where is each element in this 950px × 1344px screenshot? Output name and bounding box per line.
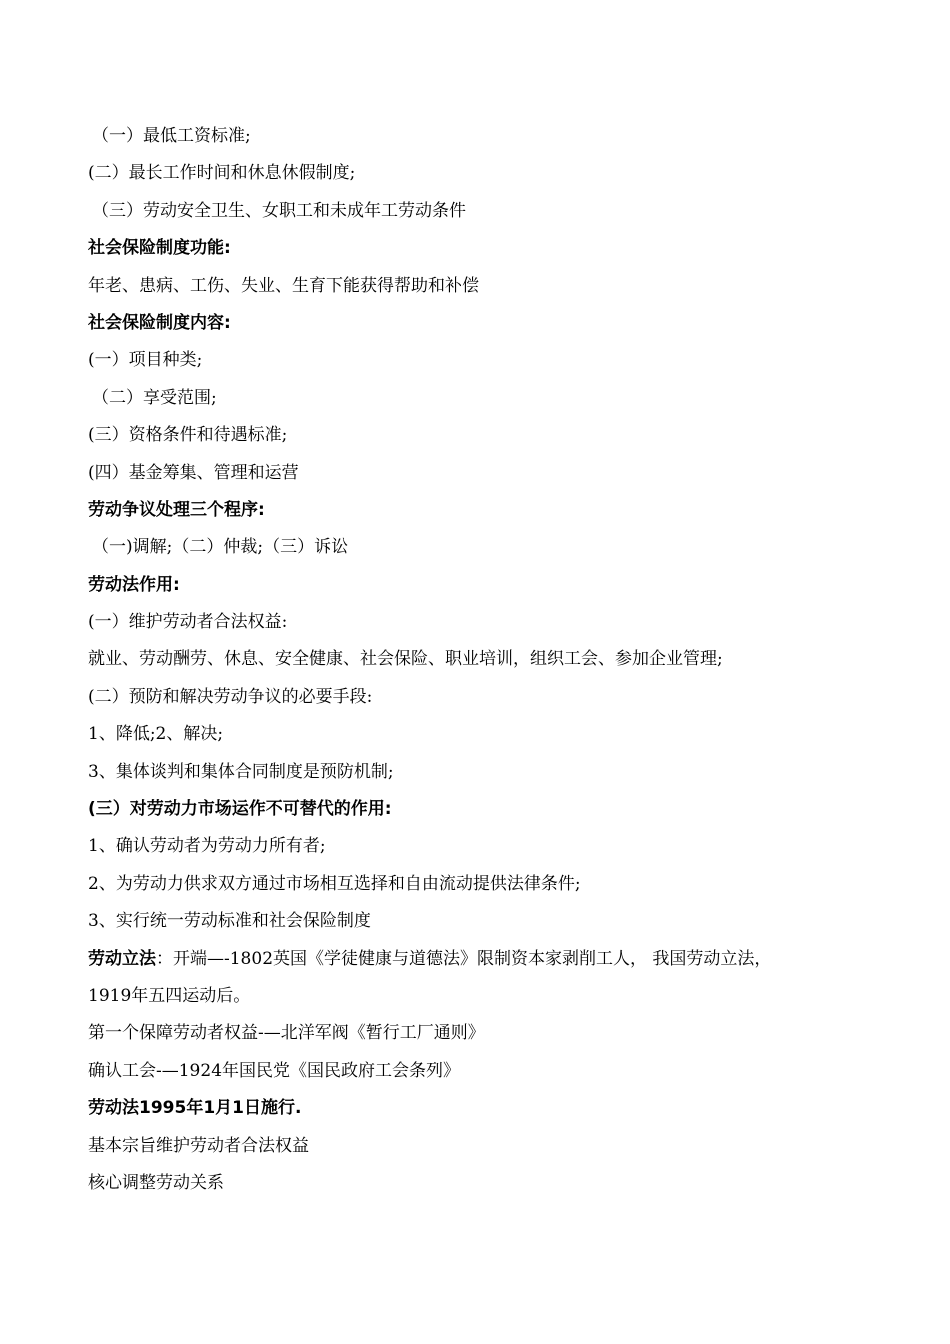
role-item-market-1: 1、确认劳动者为劳动力所有者; [88, 836, 326, 857]
content-item-conditions: (三）资格条件和待遇标准; [88, 425, 288, 446]
min-wage-item: （一）最低工资标准; [92, 126, 251, 146]
first-protection-law: 第一个保障劳动者权益-—北洋军阀《暂行工厂通则》 [88, 1023, 485, 1044]
legislation-paragraph-cont: 1919年五四运动后。 [88, 985, 251, 1006]
social-insurance-function-heading: 社会保险制度功能: [88, 238, 231, 259]
role-item-prevent-1: 1、降低;2、解决; [88, 724, 224, 745]
dispute-procedure-heading: 劳动争议处理三个程序: [88, 499, 265, 520]
legislation-paragraph [88, 941, 888, 978]
labor-law-effective-date: 劳动法1995年1月1日施行. [88, 1098, 302, 1119]
content-item-fund: (四）基金筹集、管理和运营 [88, 462, 299, 483]
safety-item: （三）劳动安全卫生、女职工和未成年工劳动条件 [92, 200, 466, 221]
role-item-market-2: 2、为劳动力供求双方通过市场相互选择和自由流动提供法律条件; [88, 873, 581, 894]
role-item-protect-detail: 就业、劳动酬劳、休息、安全健康、社会保险、职业培训，组织工会、参加企业管理; [88, 649, 723, 670]
social-insurance-function-text: 年老、患病、工伤、失业、生育下能获得帮助和补偿 [88, 275, 479, 296]
content-item-types: (一）项目种类; [88, 350, 203, 371]
dispute-procedure-text: （一)调解;（二）仲裁;（三）诉讼 [92, 537, 349, 558]
role-item-market-heading: (三）对劳动力市场运作不可替代的作用: [88, 799, 392, 820]
legislation-label: 劳动立法 [88, 948, 156, 969]
role-item-protect: (一）维护劳动者合法权益: [88, 612, 288, 633]
role-item-market-3: 3、实行统一劳动标准和社会保险制度 [88, 911, 371, 932]
role-item-prevent: (二）预防和解决劳动争议的必要手段: [88, 686, 373, 707]
union-recognition-law: 确认工会-—1924年国民党《国民政府工会条列》 [88, 1060, 461, 1081]
role-item-prevent-2: 3、集体谈判和集体合同制度是预防机制; [88, 761, 394, 782]
max-hours-item: (二）最长工作时间和休息休假制度; [88, 163, 356, 184]
legislation-text: ：开端—-1802英国《学徒健康与道德法》限制资本家剥削工人， 我国劳动立法， [156, 948, 772, 969]
document-page [88, 118, 888, 1202]
social-insurance-content-heading: 社会保险制度内容: [88, 312, 231, 333]
labor-law-role-heading: 劳动法作用: [88, 574, 180, 595]
content-item-scope: （二）享受范围; [92, 387, 217, 408]
basic-purpose: 基本宗旨维护劳动者合法权益 [88, 1135, 309, 1156]
core-adjustment: 核心调整劳动关系 [88, 1172, 224, 1193]
